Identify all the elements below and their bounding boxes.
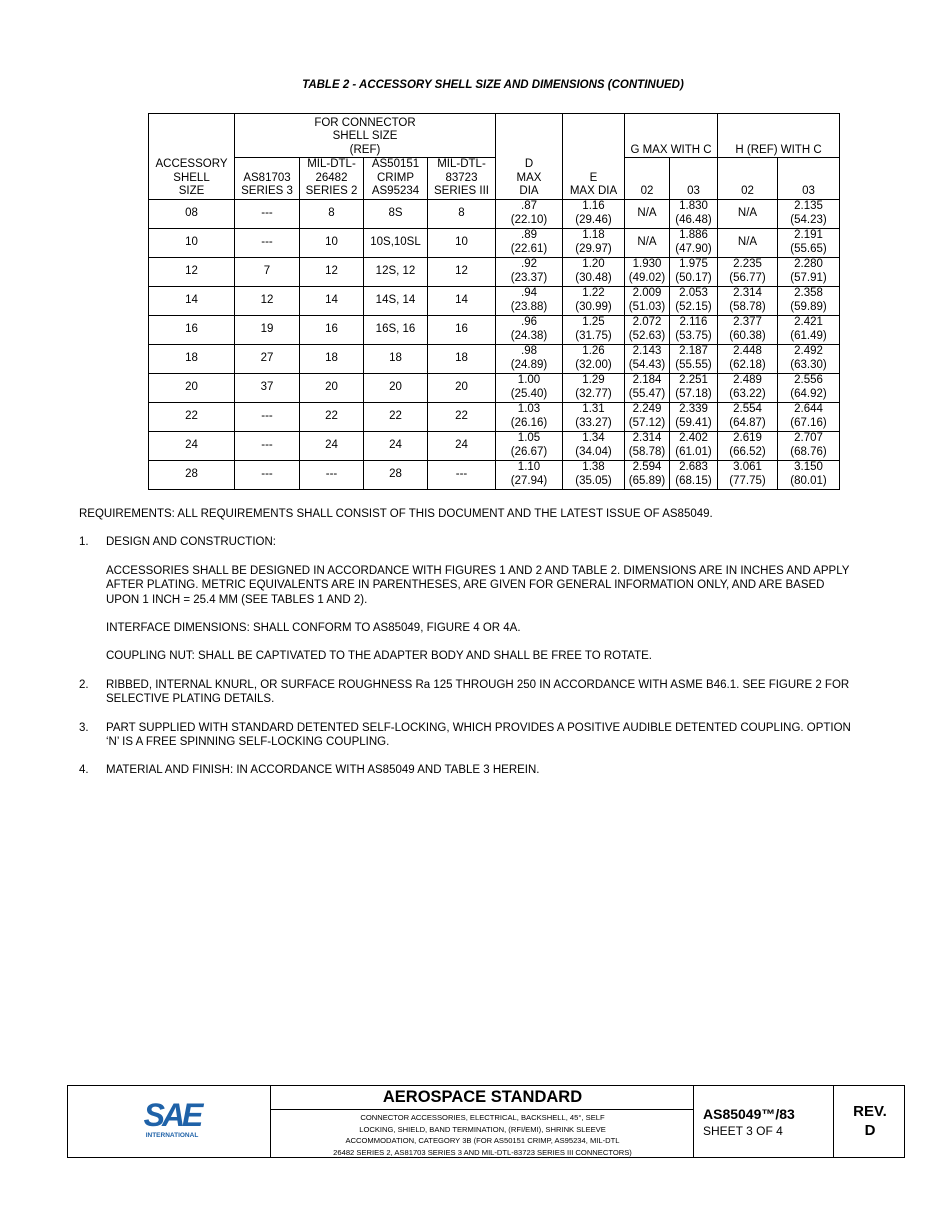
cell-e: 1.22 (30.99) (563, 286, 625, 315)
note-1-paragraph: COUPLING NUT: SHALL BE CAPTIVATED TO THE ADAPTER BODY AND SHALL BE FREE TO ROTATE. (106, 650, 652, 663)
cell-as50151: 28 (364, 460, 428, 489)
cell-d: .94 (23.88) (496, 286, 563, 315)
table-row (149, 344, 840, 373)
cell-d: 1.10 (27.94) (496, 460, 563, 489)
header-h-03: 03 (778, 158, 840, 200)
dimensions-table (148, 113, 840, 490)
document-body (79, 507, 859, 792)
table-row (149, 402, 840, 431)
cell-size: 12 (149, 257, 235, 286)
cell-g02: 2.009 (51.03) (625, 286, 670, 315)
cell-d: .87 (22.10) (496, 199, 563, 228)
header-d-max-dia: D MAX DIA (496, 114, 563, 200)
table-title: TABLE 2 - ACCESSORY SHELL SIZE AND DIMENSIONS (CONTINUED) (302, 79, 684, 91)
table-row (149, 286, 840, 315)
cell-e: 1.26 (32.00) (563, 344, 625, 373)
cell-e: 1.31 (33.27) (563, 402, 625, 431)
cell-h03: 2.492 (63.30) (778, 344, 840, 373)
cell-mil26482: 18 (300, 344, 364, 373)
header-e-max-dia: E MAX DIA (563, 114, 625, 200)
cell-g03: 1.830 (46.48) (670, 199, 718, 228)
cell-d: 1.00 (25.40) (496, 373, 563, 402)
standard-description: CONNECTOR ACCESSORIES, ELECTRICAL, BACKSHELL, 45°, SELF LOCKING, SHIELD, BAND TERMINATION, (RFI/EMI), SHRINK SLEEVE ACCOMMODATION, CATEGORY 3B (FOR AS50151 CRIMP, AS95234, MIL-DTL 26482 SERIES 2, AS81703 SERIES 3 AND MIL-DTL-83723 SERIES III CONNECTORS) (333, 1113, 632, 1157)
header-h-ref: H (REF) WITH C (718, 114, 840, 158)
cell-g03: 2.251 (57.18) (670, 373, 718, 402)
header-g-max: G MAX WITH C (625, 114, 718, 158)
cell-size: 28 (149, 460, 235, 489)
cell-h03: 2.135 (54.23) (778, 199, 840, 228)
cell-mil83723: 12 (428, 257, 496, 286)
cell-h02: 2.619 (66.52) (718, 431, 778, 460)
cell-g03: 1.886 (47.90) (670, 228, 718, 257)
cell-as50151: 10S,10SL (364, 228, 428, 257)
cell-g03: 2.053 (52.15) (670, 286, 718, 315)
cell-d: 1.03 (26.16) (496, 402, 563, 431)
header-for-connector: FOR CONNECTOR SHELL SIZE (REF) (235, 114, 496, 158)
cell-g03: 1.975 (50.17) (670, 257, 718, 286)
header-accessory-shell-size: ACCESSORY SHELL SIZE (149, 114, 235, 200)
table-row (149, 373, 840, 402)
header-mil-dtl-83723: MIL-DTL- 83723 SERIES III (428, 158, 496, 200)
cell-d: .96 (24.38) (496, 315, 563, 344)
standard-title: AEROSPACE STANDARD (271, 1086, 694, 1110)
cell-mil26482: --- (300, 460, 364, 489)
header-mil-dtl-26482: MIL-DTL- 26482 SERIES 2 (300, 158, 364, 200)
cell-g02: 1.930 (49.02) (625, 257, 670, 286)
cell-h03: 2.421 (61.49) (778, 315, 840, 344)
cell-mil26482: 14 (300, 286, 364, 315)
cell-h02: 2.448 (62.18) (718, 344, 778, 373)
table-row (149, 199, 840, 228)
table-row (149, 431, 840, 460)
cell-as50151: 16S, 16 (364, 315, 428, 344)
cell-g02: 2.314 (58.78) (625, 431, 670, 460)
cell-mil26482: 12 (300, 257, 364, 286)
cell-as50151: 18 (364, 344, 428, 373)
document-number-cell (693, 1086, 834, 1157)
cell-size: 24 (149, 431, 235, 460)
cell-h02: 2.489 (63.22) (718, 373, 778, 402)
cell-mil83723: 24 (428, 431, 496, 460)
cell-d: .92 (23.37) (496, 257, 563, 286)
cell-as50151: 24 (364, 431, 428, 460)
cell-e: 1.29 (32.77) (563, 373, 625, 402)
cell-h03: 2.280 (57.91) (778, 257, 840, 286)
cell-h02: N/A (718, 199, 778, 228)
cell-size: 20 (149, 373, 235, 402)
cell-mil83723: 16 (428, 315, 496, 344)
cell-h02: N/A (718, 228, 778, 257)
cell-as50151: 12S, 12 (364, 257, 428, 286)
header-as50151: AS50151 CRIMP AS95234 (364, 158, 428, 200)
table-row (149, 460, 840, 489)
cell-g02: 2.143 (54.43) (625, 344, 670, 373)
header-h-02: 02 (718, 158, 778, 200)
cell-g02: 2.184 (55.47) (625, 373, 670, 402)
header-as81703: AS81703 SERIES 3 (235, 158, 300, 200)
cell-d: 1.05 (26.67) (496, 431, 563, 460)
cell-mil83723: 22 (428, 402, 496, 431)
cell-as50151: 8S (364, 199, 428, 228)
cell-h03: 3.150 (80.01) (778, 460, 840, 489)
cell-as81703: 12 (235, 286, 300, 315)
cell-g02: 2.072 (52.63) (625, 315, 670, 344)
table-row (149, 257, 840, 286)
cell-as81703: 19 (235, 315, 300, 344)
cell-g03: 2.116 (53.75) (670, 315, 718, 344)
cell-e: 1.18 (29.97) (563, 228, 625, 257)
sheet-number: SHEET 3 OF 4 (703, 1124, 783, 1138)
cell-size: 18 (149, 344, 235, 373)
cell-mil26482: 16 (300, 315, 364, 344)
standard-cell (270, 1086, 694, 1157)
cell-e: 1.25 (31.75) (563, 315, 625, 344)
cell-as81703: --- (235, 228, 300, 257)
cell-h03: 2.556 (64.92) (778, 373, 840, 402)
cell-as50151: 14S, 14 (364, 286, 428, 315)
note-3: 3. PART SUPPLIED WITH STANDARD DETENTED SELF-LOCKING, WHICH PROVIDES A POSITIVE AUDIBLE DETENTED COUPLING. OPTION ‘N’ IS A FREE SPINNING SELF-LOCKING COUPLING. (79, 721, 851, 749)
note-2: 2. RIBBED, INTERNAL KNURL, OR SURFACE ROUGHNESS Ra 125 THROUGH 250 IN ACCORDANCE WITH ASME B46.1. SEE FIGURE 2 FOR SELECTIVE PLATING DETAILS. (79, 678, 850, 706)
requirements-text: REQUIREMENTS: ALL REQUIREMENTS SHALL CONSIST OF THIS DOCUMENT AND THE LATEST ISSUE OF AS85049. (79, 508, 713, 520)
cell-g02: N/A (625, 228, 670, 257)
cell-as50151: 22 (364, 402, 428, 431)
header-row-1 (149, 114, 840, 158)
table-row (149, 228, 840, 257)
cell-mil26482: 10 (300, 228, 364, 257)
cell-h03: 2.191 (55.65) (778, 228, 840, 257)
revision-cell (833, 1086, 906, 1157)
cell-mil83723: 8 (428, 199, 496, 228)
revision-label: REV. (853, 1103, 887, 1120)
cell-as81703: --- (235, 431, 300, 460)
cell-mil83723: 18 (428, 344, 496, 373)
table-body (149, 199, 840, 489)
cell-as81703: --- (235, 460, 300, 489)
cell-g02: N/A (625, 199, 670, 228)
cell-e: 1.20 (30.48) (563, 257, 625, 286)
cell-h02: 2.554 (64.87) (718, 402, 778, 431)
revision-value: D (864, 1122, 876, 1139)
sae-logo (138, 1096, 206, 1142)
cell-g03: 2.683 (68.15) (670, 460, 718, 489)
cell-g02: 2.594 (65.89) (625, 460, 670, 489)
cell-e: 1.38 (35.05) (563, 460, 625, 489)
cell-h03: 2.358 (59.89) (778, 286, 840, 315)
cell-mil26482: 8 (300, 199, 364, 228)
cell-h03: 2.707 (68.76) (778, 431, 840, 460)
cell-as81703: 7 (235, 257, 300, 286)
cell-g03: 2.339 (59.41) (670, 402, 718, 431)
cell-mil83723: 20 (428, 373, 496, 402)
cell-g02: 2.249 (57.12) (625, 402, 670, 431)
cell-d: .89 (22.61) (496, 228, 563, 257)
cell-h02: 2.377 (60.38) (718, 315, 778, 344)
note-4: 4. MATERIAL AND FINISH: IN ACCORDANCE WITH AS85049 AND TABLE 3 HEREIN. (79, 764, 540, 777)
cell-mil83723: 14 (428, 286, 496, 315)
cell-h02: 2.235 (56.77) (718, 257, 778, 286)
note-1-paragraph: INTERFACE DIMENSIONS: SHALL CONFORM TO AS85049, FIGURE 4 OR 4A. (106, 622, 521, 635)
cell-e: 1.34 (34.04) (563, 431, 625, 460)
cell-as81703: --- (235, 402, 300, 431)
cell-size: 08 (149, 199, 235, 228)
cell-e: 1.16 (29.46) (563, 199, 625, 228)
cell-mil83723: --- (428, 460, 496, 489)
cell-mil26482: 20 (300, 373, 364, 402)
cell-as50151: 20 (364, 373, 428, 402)
header-g-02: 02 (625, 158, 670, 200)
title-block (67, 1085, 905, 1158)
cell-as81703: 37 (235, 373, 300, 402)
logo-cell (68, 1086, 270, 1157)
cell-as81703: 27 (235, 344, 300, 373)
cell-mil26482: 22 (300, 402, 364, 431)
cell-h02: 2.314 (58.78) (718, 286, 778, 315)
note-1: 1. DESIGN AND CONSTRUCTION: (79, 536, 276, 549)
cell-size: 22 (149, 402, 235, 431)
cell-h03: 2.644 (67.16) (778, 402, 840, 431)
document-number: AS85049™/83 (703, 1106, 795, 1122)
cell-size: 10 (149, 228, 235, 257)
sae-logo-text: SAE (143, 1097, 201, 1133)
sae-logo-subtext: INTERNATIONAL (145, 1132, 199, 1139)
cell-as81703: --- (235, 199, 300, 228)
cell-size: 14 (149, 286, 235, 315)
table-row (149, 315, 840, 344)
cell-g03: 2.402 (61.01) (670, 431, 718, 460)
cell-mil26482: 24 (300, 431, 364, 460)
header-g-03: 03 (670, 158, 718, 200)
cell-size: 16 (149, 315, 235, 344)
cell-mil83723: 10 (428, 228, 496, 257)
cell-g03: 2.187 (55.55) (670, 344, 718, 373)
note-1-paragraph: ACCESSORIES SHALL BE DESIGNED IN ACCORDANCE WITH FIGURES 1 AND 2 AND TABLE 2. DIMENSIONS ARE IN INCHES AND APPLY AFTER PLATING. METRIC EQUIVALENTS ARE IN PARENTHESES, ARE GIVEN FOR GENERAL INFORMATION ONLY, AND ARE BASED UPON 1 INCH = 25.4 MM (SEE TABLES 1 AND 2). (106, 564, 850, 606)
cell-h02: 3.061 (77.75) (718, 460, 778, 489)
cell-d: .98 (24.89) (496, 344, 563, 373)
